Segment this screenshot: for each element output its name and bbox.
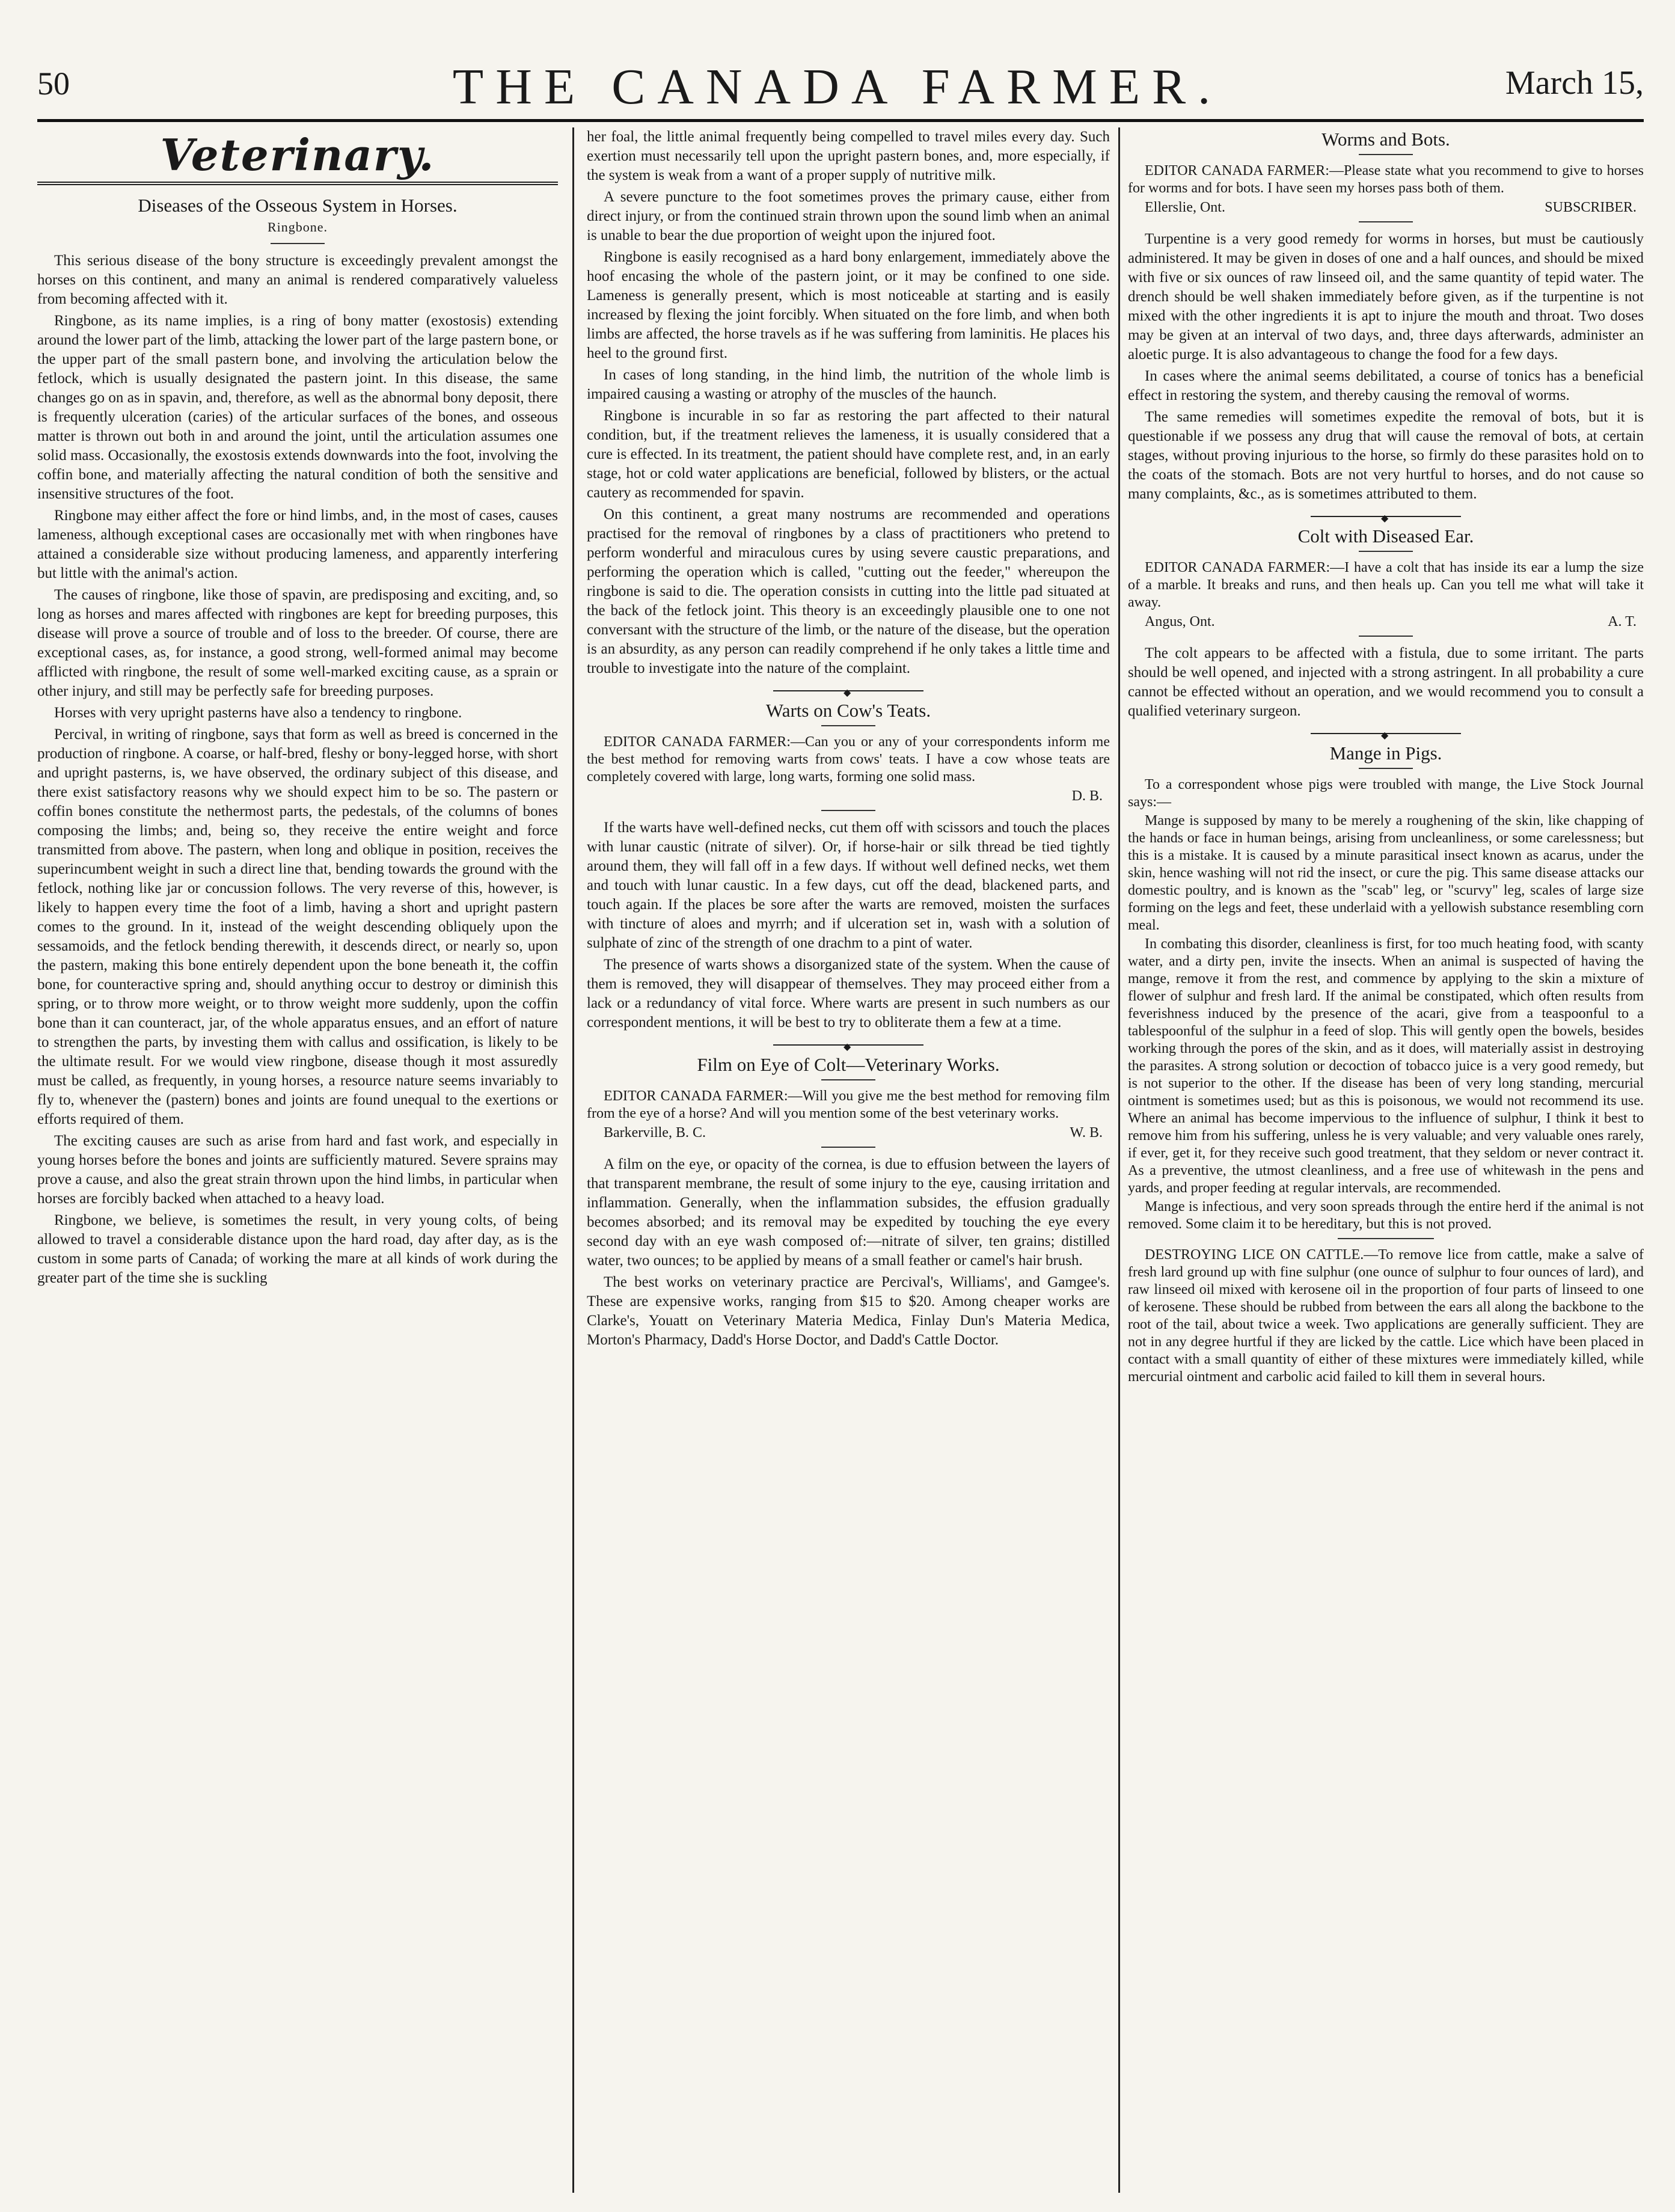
short-rule [1359,154,1413,155]
letter: EDITOR CANADA FARMER:—I have a colt that has inside its ear a lump the size of a marble. It breaks and runs, and then heals up. Can you tell me what will take it away. [1128,560,1644,610]
paragraph: The colt appears to be affected with a fistula, due to some irritant. The parts should be well opened, and injected with a strong astringent. In all probability a cure cannot be effected without an operation, and we would recommend you to consult a qualified veterinary surgeon. [1128,645,1644,719]
paragraph: In cases of long standing, in the hind limb, the nutrition of the whole limb is impaired causing a wasting or atrophy of the muscles of the haunch. [587,367,1110,402]
letter-signature [1145,613,1637,631]
column-3 [1128,127,1644,2196]
short-rule [1338,1238,1434,1239]
signature-initials: A. T. [1608,614,1637,630]
paragraph: In combating this disorder, cleanliness is first, for too much heating food, with scanty water, and a dirty pen, invite the insects. When an animal is suspected of having the mange, remove it from the rest, and commence by applying to the skin a mixture of flower of sulphur and fresh lard. If the animal be constipated, which often results from feverishness induced by the presence of the acari, give from a teaspoonful to a tablespoonful of the sulphur in a feed of slop. This will gently open the bowels, besides working through the pores of the skin, and as it does, will materially assist in destroying the parasites. A strong solution or decoction of tobacco juice is a very good remedy, but is not superior to the other. If the disease has been of very long standing, mercurial ointment is sometimes used; but as this is poisonous, we would not recommend its use. Where an animal has become impervious to the influence of sulphur, I think it best to remove him from his suffering, unless he is very valuable; and very valuable ones rarely, if ever, get it, for they receive such good treatment, that they seldom or never contract it. As a preventive, the utmost cleanliness, and a free use of whitewash in the pens and yards, and proper feeding at regular intervals, are recommended. [1128,936,1644,1196]
short-rule [821,1079,875,1080]
section-ornament [773,1044,923,1046]
paragraph: A severe puncture to the foot sometimes proves the primary cause, either from direct injury, or from the continued strain thrown upon the sound limb when an animal is unable to bear the due proportion of weight upon the injured foot. [587,189,1110,244]
column-1 [37,127,558,2196]
short-rule [1359,768,1413,769]
paragraph: Ringbone is easily recognised as a hard bony enlargement, immediately above the hoof encasing the whole of the pastern joint, or it may be confined to one side. Lameness is generally present, which is most noticeable at starting and is easily increased by flexing the joint forcibly. When situated on the fore limb, and when both limbs are affected, the horse travels as if he was suffering from laminitis. He places his heel to the ground first. [587,249,1110,361]
paragraph: This serious disease of the bony structure is exceedingly prevalent amongst the horses on this continent, and many an animal is rendered comparatively valueless from becoming affected with it. [37,253,558,307]
issue-date: March 15, [1505,64,1644,102]
department-heading: Veterinary. [160,129,435,180]
paragraph: her foal, the little animal frequently being compelled to travel miles every day. Such exertion must necessarily tell upon the upright pastern bones, and, more especially, if the system is weak from a want of a proper supply of nutritive milk. [587,129,1110,183]
article-heading: Warts on Cow's Teats. [765,700,931,721]
signature-place: Barkerville, B. C. [604,1125,706,1141]
paragraph: The best works on veterinary practice are Percival's, Williams', and Gamgee's. These are expensive works, ranging from $15 to $20. Among cheaper works are Clarke's, Youatt on Veterinary Materia Medica, Finlay Dun's Materia Medica, Morton's Pharmacy, Dadd's Horse Doctor, and Dadd's Cattle Doctor. [587,1274,1110,1348]
signature-initials: W. B. [1070,1125,1103,1141]
paragraph: Mange is supposed by many to be merely a roughening of the skin, like chapping of the hands or face in human beings, arising from uncleanliness, or some carelessness; but this is a mistake. It is caused by a minute parasitical insect known as acarus, under the skin, hence washing will not rid the insect, or cure the pig. This same disease attacks our domestic poultry, and is known as the "scab" leg, or "scurvy" leg, scales of large size forming on the legs and feet, these underlaid with a yellowish substance resembling corn meal. [1128,813,1644,933]
signature-name: SUBSCRIBER. [1545,200,1637,215]
paragraph: The same remedies will sometimes expedite the removal of bots, but it is questionable if we possess any drug that will cause the removal of bots, at certain stages, without proving injurious to the horse, so firmly do these parasites hold on to the coats of the stomach. Bots are not very hurtful to horses, and do not cause so many complaints, &c., as is sometimes attributed to them. [1128,409,1644,502]
short-rule [1359,636,1413,637]
paragraph: Ringbone, we believe, is sometimes the result, in very young colts, of being allowed to travel a considerable distance upon the hard road, day after day, as is the custom in some parts of Canada; of working the mare at all kinds of work during the greater part of the time she is suckling [37,1212,558,1286]
paragraph: The presence of warts shows a disorganized state of the system. When the cause of them is removed, they will disappear of themselves. They may proceed either from a lack or a redundancy of vital force. Where warts are present in such numbers as our correspondent mentions, it will be best to try to obliterate them a few at a time. [587,957,1110,1031]
paragraph: Ringbone may either affect the fore or hind limbs, and, in the most of cases, causes lameness, although exceptional cases are occasionally met with when ringbones have attained a considerable size without producing lameness, and apparently interfering but little with the animal's action. [37,507,558,581]
paragraph: Mange is infectious, and very soon spreads through the entire herd if the animal is not removed. Some claim it to be hereditary, but this is not proved. [1128,1199,1644,1232]
signature-initials: D. B. [1071,788,1103,804]
article-subheading: Ringbone. [267,219,328,234]
letter: EDITOR CANADA FARMER:—Can you or any of your correspondents inform me the best method for removing warts from cows' teats. I have a cow whose teats are completely covered with large, long warts, forming one solid mass. [587,734,1110,785]
short-rule [271,243,325,244]
signature-place: Angus, Ont. [1145,614,1215,630]
paragraph: A film on the eye, or opacity of the cornea, is due to effusion between the layers of that transparent membrane, the result of some injury to the eye, causing irritation and inflammation. Generally, when the inflammation subsides, the effusion gradually becomes absorbed; and its removal may be expedited by touching the eye every second day with an eye wash composed of:—nitrate of silver, ten grains; distilled water, two ounces; to be applied by means of a small feather or camel's hair brush. [587,1156,1110,1269]
masthead-rule [37,119,1644,122]
paragraph: On this continent, a great many nostrums are recommended and operations practised for the removal of ringbones by a class of practitioners who pretend to perform wonderful and miraculous cures by using severe caustic preparations, and performing the operation which is called, "cutting out the feeder," whereupon the ringbone is said to die. The operation consists in cutting into the little pad situated at the back of the fetlock joint. This theory is an exceedingly plausible one to one not conversant with the structure of the limb, or the nature of the disease, but the operation is an absurdity, as any person can readily comprehend if he only takes a little time and trouble to investigate into the nature of the complaint. [587,506,1110,676]
short-rule [821,725,875,726]
double-rule [37,182,558,185]
letter-signature [604,1124,1103,1142]
paragraph: Ringbone is incurable in so far as restoring the part affected to their natural condition, but, if the treatment relieves the lameness, it is usually considered that a cure is effected. In its treatment, the patient should have complete rest, and, in an early stage, hot or cold water applications are beneficial, followed by blisters, or the actual cautery as recommended for spavin. [587,408,1110,501]
short-rule [1359,551,1413,552]
paragraph: Turpentine is a very good remedy for worms in horses, but must be cautiously administered. It may be given in doses of one and a half ounces, and should be mixed with five or six ounces of raw linseed oil, and the same quantity of tepid water. The drench should be well shaken immediately before given, as if the turpentine is not mixed with the other ingredients it is apt to injure the mouth and throat. Two doses may be given at an interval of two days, and, three days afterwards, administer an aloetic purge. It is also advantageous to change the food for a few days. [1128,231,1644,363]
short-rule [821,810,875,811]
paragraph: The exciting causes are such as arise from hard and fast work, and especially in young horses before the bones and joints are sufficiently matured. Severe sprains may prove a cause, and also the great strain thrown upon the hind limbs, in particular when horses are forcibly backed when attached to a heavy load. [37,1133,558,1207]
column-divider [572,127,574,2193]
column-divider [1118,127,1120,2193]
paragraph: Ringbone, as its name implies, is a ring of bony matter (exostosis) extending around the lower part of the limb, attacking the lower part of the large pastern bone, or the upper part of the small pastern bone, and involving the articulation below the fetlock, which is usually designated the pastern joint. In this disease, the same changes go on as in spavin, and, therefore, as well as the abnormal bony deposit, there is frequently ulceration (caries) of the articular surfaces of the bones, and osseous matter is thrown out both in and around the joint, until the articulation assumes one solid mass. Occasionally, the exostosis extends downwards into the foot, involving the coffin bone, and materially affecting the natural condition of both the sensitive and insensitive structures of the foot. [37,313,558,502]
article-heading: Film on Eye of Colt—Veterinary Works. [697,1054,1000,1075]
letter: EDITOR CANADA FARMER:—Please state what you recommend to give to horses for worms and for bots. I have seen my horses pass both of them. [1128,163,1644,196]
letter-signature [604,787,1103,805]
paragraph: Horses with very upright pasterns have also a tendency to ringbone. [54,705,462,721]
section-ornament [1311,516,1461,517]
page-number: 50 [37,66,70,102]
letter: EDITOR CANADA FARMER:—Will you give me the best method for removing film from the eye of a horse? And will you mention some of the best veterinary works. [587,1088,1110,1121]
short-rule [1359,221,1413,222]
paragraph: The causes of ringbone, like those of spavin, are predisposing and exciting, and, so long as horses and mares affected with ringbones are kept for breeding purposes, this disease will prove a source of trouble and of loss to the breeder. Of course, there are exceptional cases, as, for instance, a good strong, well-formed animal may become afflicted with ringbone, the result of some well-marked exciting cause, as a sprain or other injury, and still may be perfectly safe for breeding purposes. [37,587,558,699]
masthead [0,0,1675,120]
column-2 [587,127,1110,2196]
section-ornament [1311,733,1461,734]
paragraph: In cases where the animal seems debilitated, a course of tonics has a beneficial effect in restoring the system, and thereby causing the removal of worms. [1128,368,1644,403]
newspaper-title: THE CANADA FARMER. [452,59,1223,115]
paragraph: If the warts have well-defined necks, cut them off with scissors and touch the places with lunar caustic (nitrate of silver). Or, if horse-hair or silk thread be tied tightly around them, they will fall off in a few days. If without well defined necks, wet them and touch with lunar caustic. In a few days, cut off the dead, blackened parts, and touch again. If the places be sore after the warts are removed, moisten the surfaces with tincture of aloes and myrrh; and if ulceration set in, wash with a solution of sulphate of zinc of the strength of one drachm to a pint of water. [587,820,1110,951]
section-ornament [773,690,923,691]
paragraph: DESTROYING LICE ON CATTLE.—To remove lice from cattle, make a salve of fresh lard ground up with fine sulphur (one ounce of sulphur to four ounces of lard), and raw linseed oil mixed with kerosene oil in the proportion of four parts of linseed to one of kerosene. These should be rubbed from between the ears all along the backbone to the root of the tail, about twice a week. Two applications are generally sufficient. They are not in any degree hurtful if they are licked by the cattle. Lice which have been placed in contact with a small quantity of either of these mixtures were immediately killed, while mercurial ointment and carbolic acid failed to kill them in several hours. [1128,1247,1644,1385]
article-heading: Worms and Bots. [1321,129,1450,150]
paragraph: Percival, in writing of ringbone, says that form as well as breed is concerned in the production of ringbone. A coarse, or half-bred, fleshy or bony-legged horse, with short and upright pasterns, is, we have observed, the ordinary subject of this disease, and there exist satisfactory reasons why we should expect him to be so. The pastern or coffin bones constitute the nethermost parts, the pedestals, of the columns of bones composing the limbs; and, being so, they receive the entire weight and force transmitted from above. The pastern, when long and oblique in position, receives the superincumbent weight in such a direct line that, bending towards the ground with the fetlock, nothing like jar or concussion follows. The very reverse of this, however, is likely to happen every time the foot of a limb, having a short and upright pastern comes to the ground. In it, instead of the weight descending obliquely upon the sessamoids, and the fetlock bending therewith, it descends direct, or nearly so, upon the pastern, making this bone entirely dependent upon the bone beneath it, the coffin bone, for counteractive spring and, should anything occur to destroy or diminish this spring, or to throw more weight, or to throw weight more suddenly, upon the coffin bone than it can counteract, jar, of the whole apparatus ensues, and an effort of nature to strengthen the parts, by investing them with callus and ossification, is likely to be the ultimate result. For we would view ringbone, disease though it most assuredly must be called, as frequently, in young horses, a resource nature seems invariably to fly to, whenever the (pastern) bones and joints are found unequal to the exertions or efforts required of them. [37,726,558,1127]
article-heading: Diseases of the Osseous System in Horses. [138,195,458,216]
short-rule [821,1147,875,1148]
intro-text: To a correspondent whose pigs were troubled with mange, the Live Stock Journal says:— [1128,777,1644,810]
letter-signature [1145,198,1637,216]
article-heading: Colt with Diseased Ear. [1297,525,1474,547]
article-heading: Mange in Pigs. [1329,743,1442,764]
signature-place: Ellerslie, Ont. [1145,200,1225,215]
